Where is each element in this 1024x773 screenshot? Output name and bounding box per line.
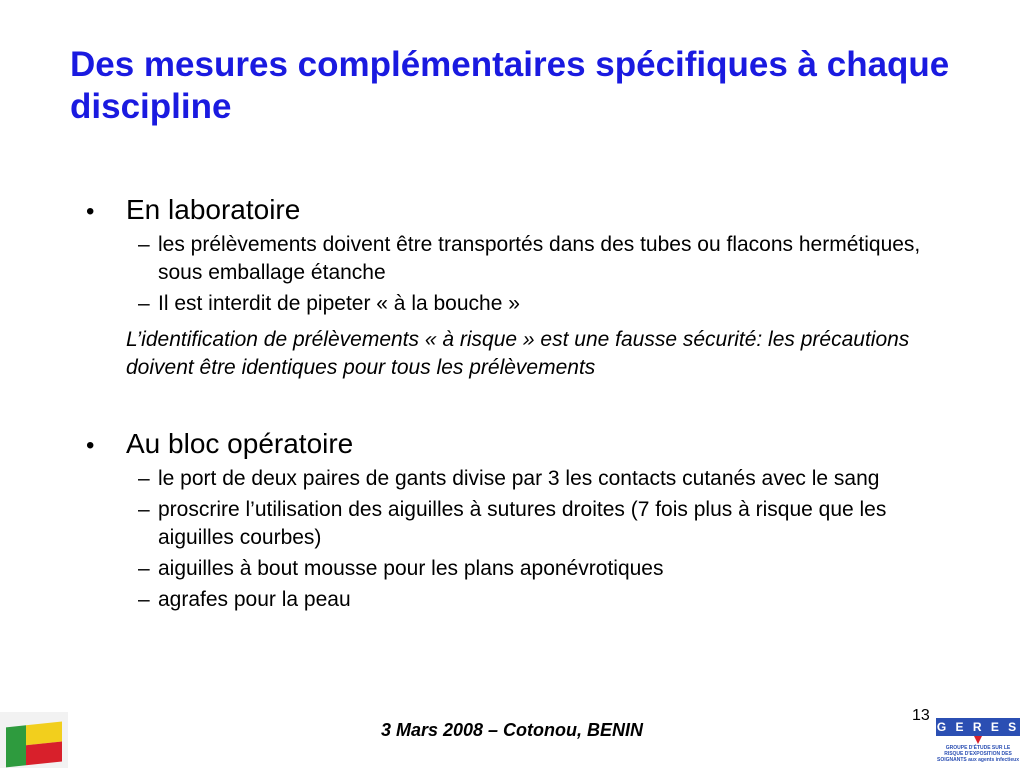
logo-subtitle: GROUPE D'ÉTUDE SUR LE RISQUE D'EXPOSITION DES SOIGNANTS aux agents infectieux xyxy=(937,745,1019,763)
list-item-text: le port de deux paires de gants divise par 3 les contacts cutanés avec le sang xyxy=(158,467,880,490)
section-heading-row xyxy=(86,192,946,228)
section-heading-row xyxy=(86,426,946,462)
list-item xyxy=(126,586,946,614)
page-number: 13 xyxy=(912,707,930,724)
section-laboratoire xyxy=(86,192,946,382)
section-heading: En laboratoire xyxy=(126,194,301,225)
dash-icon: – xyxy=(138,233,150,256)
list-item xyxy=(126,555,946,583)
list-item-text: Il est interdit de pipeter « à la bouche » xyxy=(158,292,520,315)
slide-title: Des mesures complémentaires spécifiques à chaque discipline xyxy=(70,45,950,126)
list-item xyxy=(126,231,946,287)
list-item-text: proscrire l’utilisation des aiguilles à sutures droites (7 fois plus à risque que les aiguilles courbes) xyxy=(158,498,887,549)
section-bloc-operatoire xyxy=(86,426,946,614)
slide-footer: 3 Mars 2008 – Cotonou, BENIN xyxy=(380,720,644,740)
flag-red-band xyxy=(26,741,62,765)
logo-name: G E R E S xyxy=(936,720,1020,734)
dash-icon: – xyxy=(138,557,150,580)
sub-list xyxy=(126,231,946,318)
dash-icon: – xyxy=(138,467,150,490)
bullet-icon: • xyxy=(86,198,95,225)
dash-icon: – xyxy=(138,498,150,521)
list-item xyxy=(126,496,946,552)
geres-logo xyxy=(936,718,1020,766)
list-item-text: agrafes pour la peau xyxy=(158,588,351,611)
logo-mark-icon xyxy=(974,736,982,744)
italic-note: L’identification de prélèvements « à risque » est une fausse sécurité: les précautions doivent être identiques pour tous les prélèvements xyxy=(126,328,910,379)
list-item-text: les prélèvements doivent être transportés dans des tubes ou flacons hermétiques, sous emballage étanche xyxy=(158,233,921,284)
bullet-icon: • xyxy=(86,432,95,459)
list-item xyxy=(126,465,946,493)
section-heading: Au bloc opératoire xyxy=(126,428,354,459)
list-item xyxy=(126,290,946,318)
dash-icon: – xyxy=(138,588,150,611)
sub-list xyxy=(126,465,946,614)
dash-icon: – xyxy=(138,292,150,315)
list-item-text: aiguilles à bout mousse pour les plans aponévrotiques xyxy=(158,557,664,580)
